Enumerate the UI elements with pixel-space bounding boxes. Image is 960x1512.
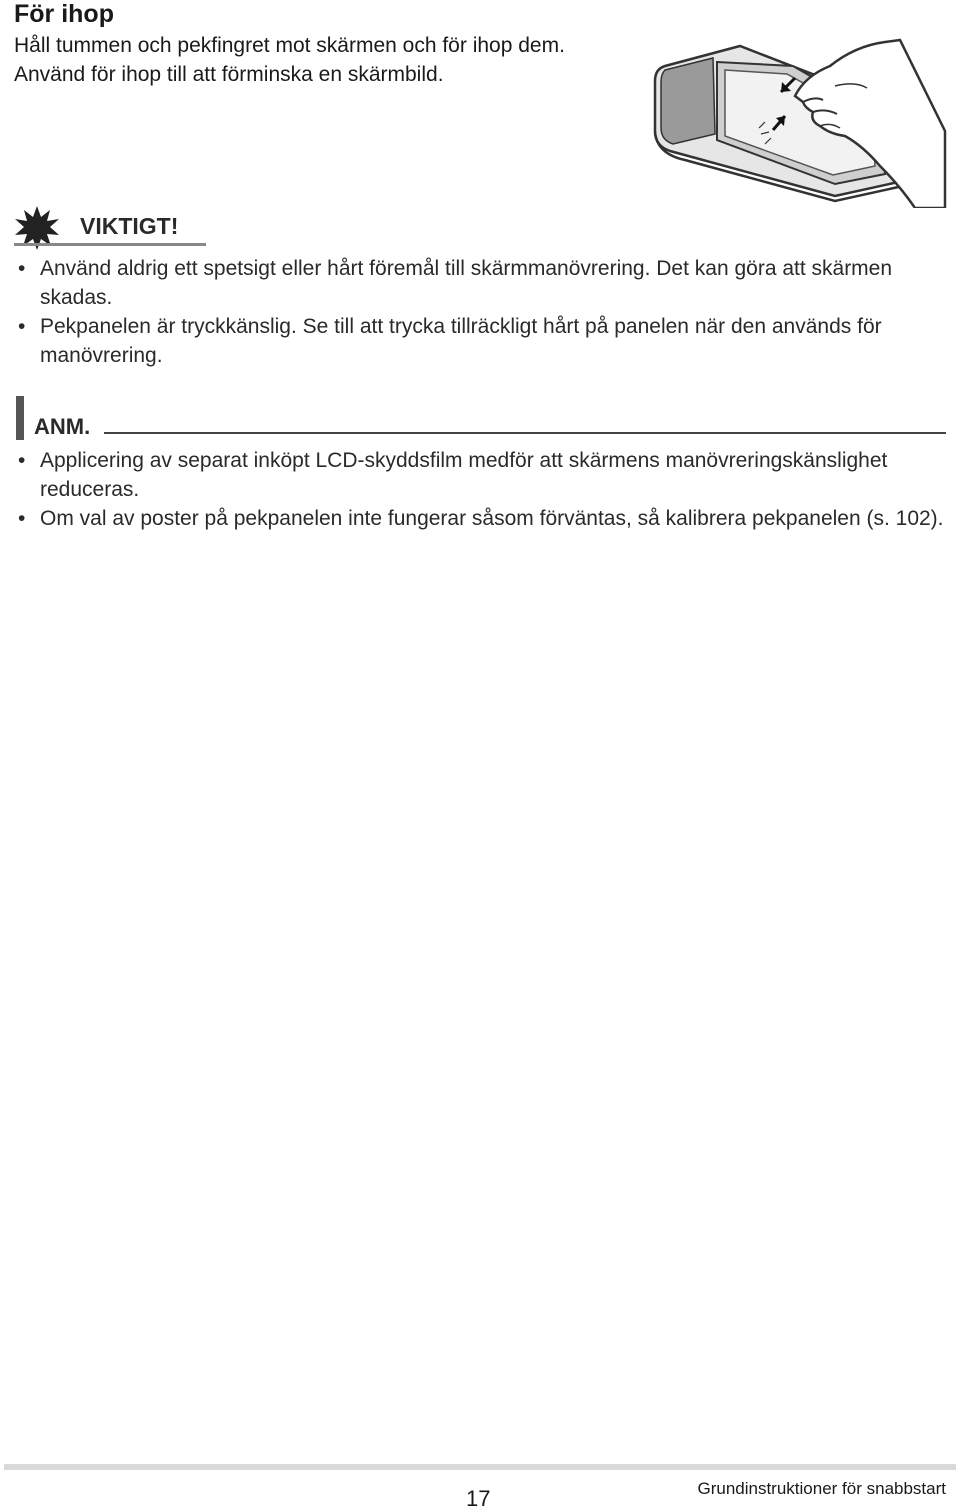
note-bar xyxy=(16,396,24,440)
list-item xyxy=(14,446,944,504)
page-number: 17 xyxy=(466,1486,491,1511)
section-title: För ihop xyxy=(14,0,114,28)
note-label: ANM. xyxy=(34,414,91,439)
list-item xyxy=(14,254,944,312)
intro-text xyxy=(14,31,594,89)
camera-grip xyxy=(661,58,715,144)
list-item-text: Om val av poster på pekpanelen inte fungerar såsom förväntas, så kalibrera pekpanelen (s. 102). xyxy=(40,507,944,530)
bullet: • xyxy=(18,315,26,338)
list-item-text: Använd aldrig ett spetsigt eller hårt föremål till skärmmanövrering. Det kan göra att skärmen skadas. xyxy=(40,257,893,309)
note-list xyxy=(14,446,944,533)
important-label: VIKTIGT! xyxy=(80,213,179,239)
bullet: • xyxy=(18,507,26,530)
important-divider xyxy=(14,243,206,246)
pinch-gesture-illustration xyxy=(645,36,950,208)
footer-divider xyxy=(4,1464,956,1470)
list-item-text: Applicering av separat inköpt LCD-skyddsfilm medför att skärmens manövreringskänslighet reduceras. xyxy=(40,449,888,501)
list-item xyxy=(14,312,944,370)
note-divider xyxy=(104,432,946,434)
intro-line: Håll tummen och pekfingret mot skärmen och för ihop dem. xyxy=(14,34,565,57)
important-list xyxy=(14,254,944,370)
bullet: • xyxy=(18,449,26,472)
note-heading xyxy=(14,396,948,440)
list-item-text: Pekpanelen är tryckkänslig. Se till att trycka tillräckligt hårt på panelen när den används för manövrering. xyxy=(40,315,882,367)
intro-line: Använd för ihop till att förminska en skärmbild. xyxy=(14,63,444,86)
bullet: • xyxy=(18,257,26,280)
important-heading xyxy=(14,205,208,250)
footer-title: Grundinstruktioner för snabbstart xyxy=(697,1479,946,1498)
list-item xyxy=(14,504,944,533)
